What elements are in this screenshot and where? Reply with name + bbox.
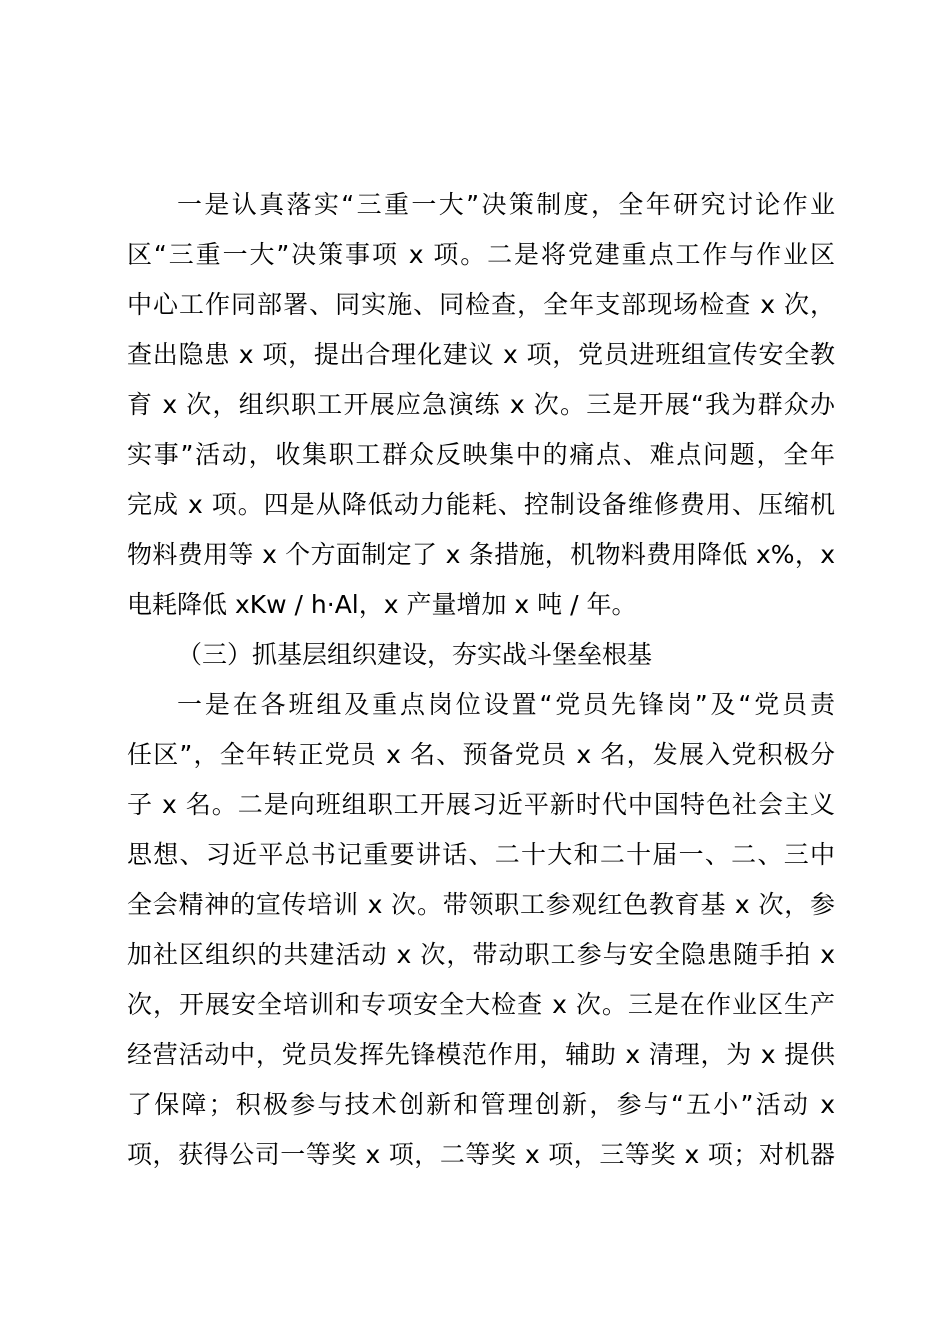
- paragraph-line: 实事”活动，收集职工群众反映集中的痛点、难点问题，全年: [127, 440, 835, 469]
- paragraph-line: 任区”，全年转正党员 x 名、预备党员 x 名，发展入党积极分: [127, 740, 835, 769]
- section-heading: （三）抓基层组织建设，夯实战斗堡垒根基: [177, 640, 653, 669]
- paragraph-line: 电耗降低 xKw / h·Al，x 产量增加 x 吨 / 年。: [127, 590, 637, 619]
- paragraph-line: 中心工作同部署、同实施、同检查，全年支部现场检查 x 次，: [127, 290, 835, 319]
- paragraph-line: 项，获得公司一等奖 x 项，二等奖 x 项，三等奖 x 项；对机器: [127, 1140, 835, 1169]
- paragraph-line: 了保障；积极参与技术创新和管理创新，参与“五小”活动 x: [127, 1090, 835, 1119]
- paragraph-line: 查出隐患 x 项，提出合理化建议 x 项，党员进班组宣传安全教: [127, 340, 835, 369]
- paragraph-line: 物料费用等 x 个方面制定了 x 条措施，机物料费用降低 x%，x: [127, 540, 835, 569]
- paragraph-line: 完成 x 项。四是从降低动力能耗、控制设备维修费用、压缩机: [127, 490, 835, 519]
- paragraph-line: 育 x 次，组织职工开展应急演练 x 次。三是开展“我为群众办: [127, 390, 835, 419]
- paragraph-line: 一是认真落实“三重一大”决策制度，全年研究讨论作业: [177, 190, 835, 219]
- paragraph-line: 一是在各班组及重点岗位设置“党员先锋岗”及“党员责: [177, 690, 835, 719]
- paragraph-line: 加社区组织的共建活动 x 次，带动职工参与安全隐患随手拍 x: [127, 940, 835, 969]
- paragraph-line: 思想、习近平总书记重要讲话、二十大和二十届一、二、三中: [127, 840, 835, 869]
- paragraph-line: 子 x 名。二是向班组职工开展习近平新时代中国特色社会主义: [127, 790, 835, 819]
- paragraph-line: 经营活动中，党员发挥先锋模范作用，辅助 x 清理，为 x 提供: [127, 1040, 835, 1069]
- document-body: [127, 180, 835, 1180]
- paragraph-line: 区“三重一大”决策事项 x 项。二是将党建重点工作与作业区: [127, 240, 835, 269]
- paragraph-line: 次，开展安全培训和专项安全大检查 x 次。三是在作业区生产: [127, 990, 835, 1019]
- paragraph-line: 全会精神的宣传培训 x 次。带领职工参观红色教育基 x 次，参: [127, 890, 835, 919]
